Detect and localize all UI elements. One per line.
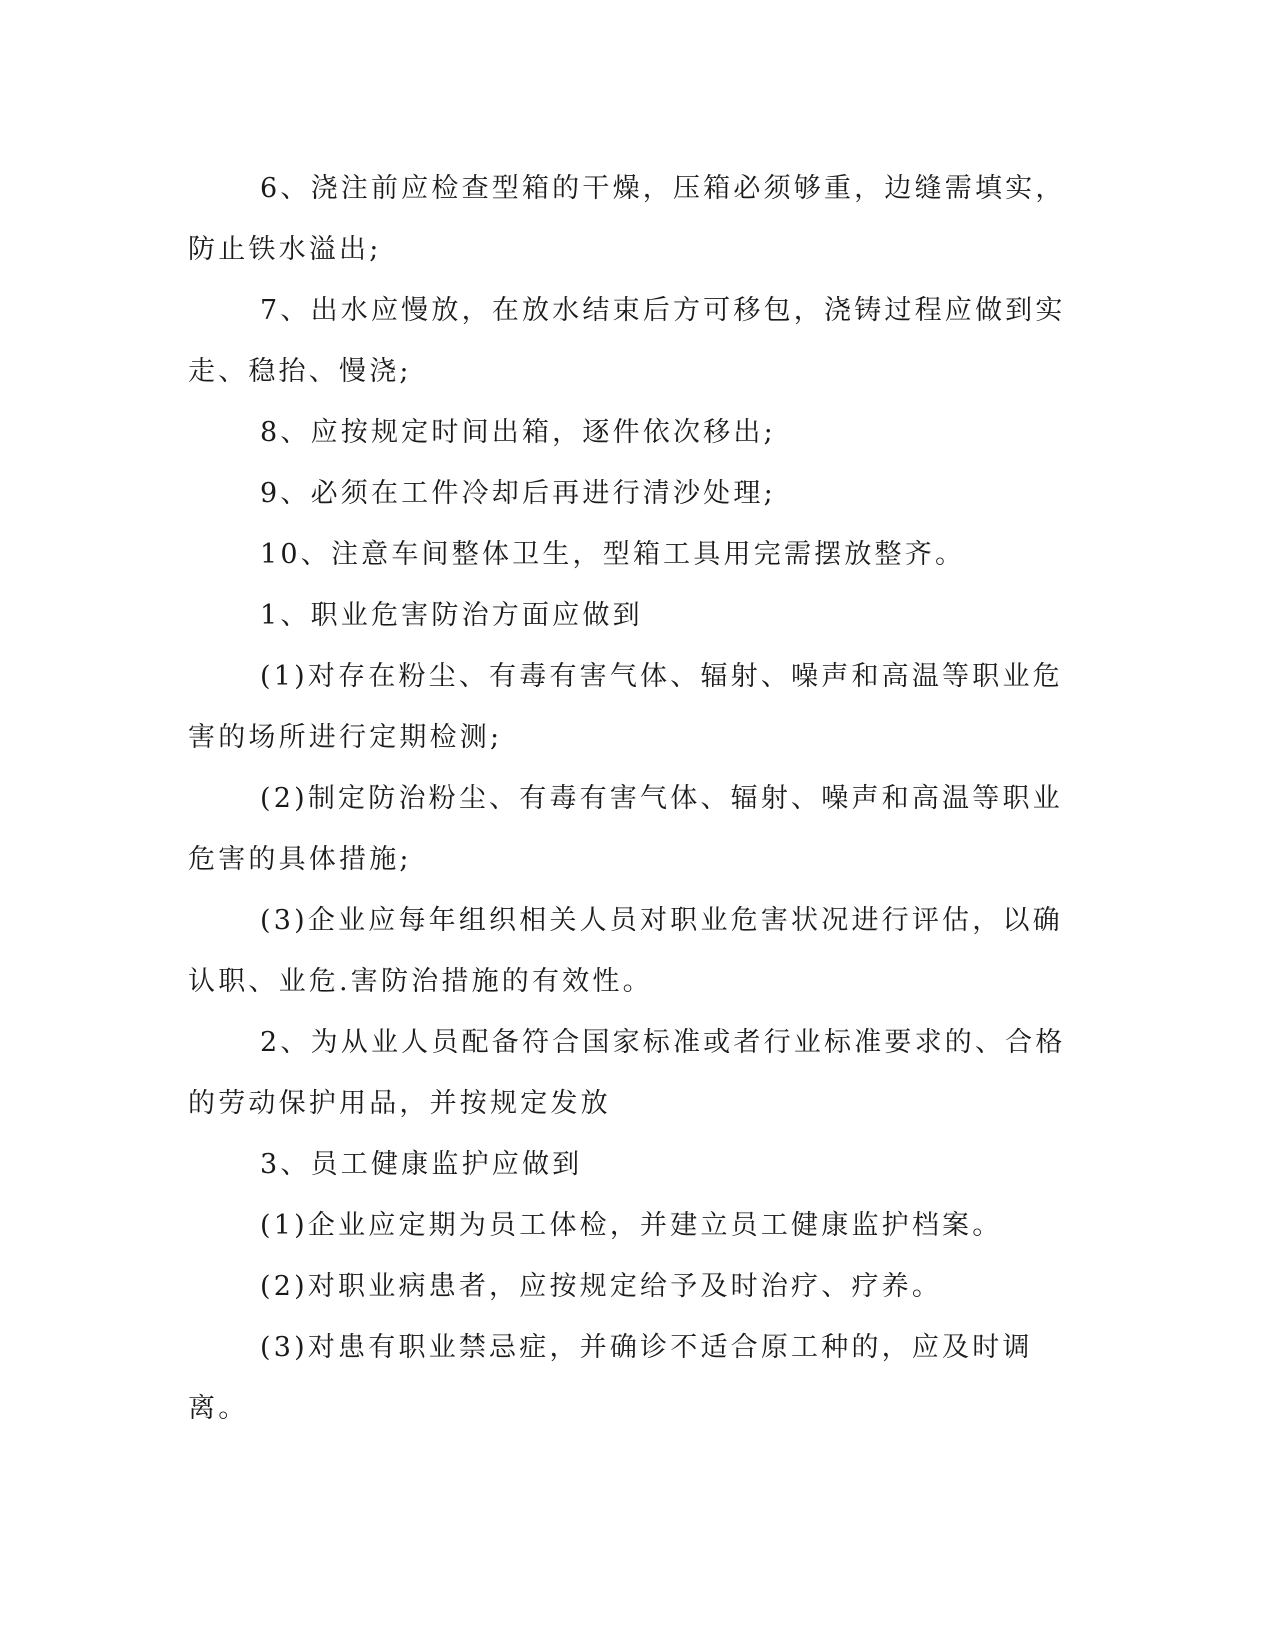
paragraph-item-9: 9、必须在工件冷却后再进行清沙处理; — [260, 478, 776, 509]
paragraph-item-7: 7、出水应慢放，在放水结束后方可移包，浇铸过程应做到实走、稳抬、慢浇; — [188, 295, 1066, 387]
paragraph-item-6: 6、浇注前应检查型箱的干燥，压箱必须够重，边缝需填实，防止铁水溢出; — [188, 173, 1066, 265]
section-heading-protective-equipment: 2、为从业人员配备符合国家标准或者行业标准要求的、合格的劳动保护用品，并按规定发放 — [188, 1027, 1066, 1119]
paragraph-health-item-1: (1)企业应定期为员工体检，并建立员工健康监护档案。 — [260, 1210, 1003, 1241]
paragraph-subitem-2: (2)制定防治粉尘、有毒有害气体、辐射、噪声和高温等职业危害的具体措施; — [188, 783, 1063, 875]
paragraph-health-item-2: (2)对职业病患者，应按规定给予及时治疗、疗养。 — [260, 1271, 943, 1302]
paragraph-item-8: 8、应按规定时间出箱，逐件依次移出; — [260, 417, 776, 448]
paragraph-subitem-1: (1)对存在粉尘、有毒有害气体、辐射、噪声和高温等职业危害的场所进行定期检测; — [188, 661, 1063, 753]
section-heading-occupational-hazards: 1、职业危害防治方面应做到 — [260, 600, 643, 631]
paragraph-subitem-3: (3)企业应每年组织相关人员对职业危害状况进行评估，以确认职、业危.害防治措施的有效性。 — [188, 905, 1063, 997]
paragraph-health-item-3: (3)对患有职业禁忌症，并确诊不适合原工种的，应及时调离。 — [188, 1332, 1033, 1424]
section-heading-health-monitoring: 3、员工健康监护应做到 — [260, 1149, 583, 1180]
paragraph-item-10: 10、注意车间整体卫生，型箱工具用完需摆放整齐。 — [260, 539, 966, 570]
